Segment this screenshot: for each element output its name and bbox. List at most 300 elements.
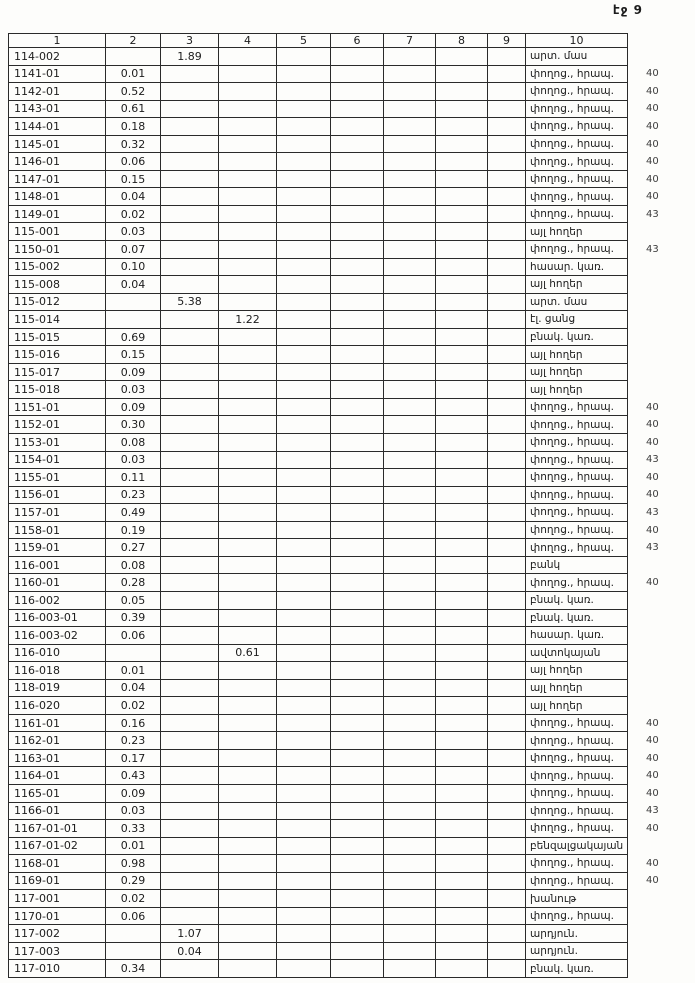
column-header-2: 2 [106,34,161,48]
cell-description: բնակ. կառ. [526,591,628,609]
header-row [9,34,690,48]
margin-note: 40 [646,524,659,536]
cell-description: փողոց., հրապ. [526,170,628,188]
margin-note [628,662,690,680]
cell-area-4 [219,714,277,732]
cell-description: փողոց., հրապ. [526,504,628,522]
cell-empty-7 [384,802,436,820]
cell-empty-8 [436,767,488,785]
cell-area-2: 0.08 [106,434,161,452]
margin-note [628,591,690,609]
cell-empty-7 [384,118,436,136]
cell-area-3 [161,153,219,171]
table-row [9,328,690,346]
cell-empty-6 [331,960,384,978]
cell-area-3 [161,205,219,223]
cell-empty-8 [436,732,488,750]
cell-empty-7 [384,732,436,750]
cell-area-4 [219,469,277,487]
cell-empty-5 [277,820,331,838]
cell-description: փողոց., հրապ. [526,749,628,767]
cell-area-2: 0.29 [106,872,161,890]
cell-empty-8 [436,241,488,259]
cell-empty-5 [277,749,331,767]
cell-area-2: 0.43 [106,767,161,785]
cell-description: փողոց., հրապ. [526,714,628,732]
cell-area-3 [161,890,219,908]
cell-empty-9 [488,679,526,697]
cell-code: 1144-01 [9,118,106,136]
cell-empty-7 [384,170,436,188]
cell-empty-8 [436,855,488,873]
cell-area-3: 1.89 [161,48,219,66]
cell-empty-9 [488,521,526,539]
cell-empty-9 [488,802,526,820]
cell-area-2 [106,925,161,943]
cell-description: փողոց., հրապ. [526,767,628,785]
cell-empty-6 [331,135,384,153]
margin-note: 40 [646,752,659,764]
margin-note [628,258,690,276]
cell-empty-8 [436,346,488,364]
cell-empty-7 [384,48,436,66]
cell-code: 1169-01 [9,872,106,890]
cell-description: այլ հողեր [526,276,628,294]
cell-empty-6 [331,504,384,522]
cell-empty-9 [488,223,526,241]
cell-empty-6 [331,223,384,241]
cell-empty-7 [384,907,436,925]
cell-empty-6 [331,416,384,434]
cell-description: փողոց., հրապ. [526,802,628,820]
cell-empty-7 [384,205,436,223]
column-header-7: 7 [384,34,436,48]
cell-code: 118-019 [9,679,106,697]
table-row [9,609,690,627]
table-row [9,83,690,101]
cell-area-2: 0.04 [106,679,161,697]
cell-area-3 [161,872,219,890]
cell-area-4 [219,574,277,592]
margin-note [628,907,690,925]
cell-empty-9 [488,153,526,171]
cell-area-3 [161,118,219,136]
cell-area-3 [161,609,219,627]
cell-area-4: 1.22 [219,311,277,329]
margin-note: 40 [646,68,659,80]
cell-empty-5 [277,65,331,83]
cell-code: 117-002 [9,925,106,943]
cell-area-4 [219,293,277,311]
cell-empty-9 [488,118,526,136]
cell-area-4 [219,118,277,136]
cell-area-4 [219,83,277,101]
cell-empty-5 [277,205,331,223]
cell-code: 116-018 [9,662,106,680]
cell-code: 1161-01 [9,714,106,732]
cell-empty-9 [488,170,526,188]
cell-empty-8 [436,381,488,399]
cell-area-3 [161,802,219,820]
cell-empty-5 [277,556,331,574]
cell-empty-6 [331,591,384,609]
cell-area-3 [161,363,219,381]
cell-area-3 [161,241,219,259]
cell-area-4 [219,767,277,785]
cell-code: 1163-01 [9,749,106,767]
cell-area-3 [161,697,219,715]
margin-note: 40 [646,875,659,887]
cell-empty-9 [488,925,526,943]
cell-empty-6 [331,837,384,855]
cell-description: արտ. մաս [526,293,628,311]
cell-empty-8 [436,469,488,487]
cell-area-2: 0.01 [106,662,161,680]
cell-empty-7 [384,591,436,609]
table-row [9,100,690,118]
cell-code: 115-017 [9,363,106,381]
cell-area-4 [219,784,277,802]
margin-note [628,890,690,908]
cell-empty-9 [488,83,526,101]
column-header-8: 8 [436,34,488,48]
table-row [9,574,690,592]
cell-empty-6 [331,100,384,118]
cell-area-4 [219,749,277,767]
cell-description: փողոց., հրապ. [526,416,628,434]
table-row [9,311,690,329]
cell-area-4 [219,627,277,645]
cell-empty-9 [488,907,526,925]
margin-note: 40 [646,489,659,501]
margin-note: 40 [646,138,659,150]
cell-empty-6 [331,83,384,101]
cell-area-2: 0.23 [106,486,161,504]
cell-area-4 [219,960,277,978]
margin-note: 40 [646,156,659,168]
margin-note: 40 [646,436,659,448]
margin-note [628,346,690,364]
cell-empty-5 [277,381,331,399]
column-header-3: 3 [161,34,219,48]
cell-empty-5 [277,258,331,276]
cell-empty-5 [277,574,331,592]
cell-area-2: 0.23 [106,732,161,750]
table-row [9,188,690,206]
cell-empty-6 [331,170,384,188]
cell-empty-7 [384,469,436,487]
cell-area-4 [219,451,277,469]
cell-area-3 [161,65,219,83]
table-row [9,381,690,399]
margin-note [628,697,690,715]
cell-empty-5 [277,363,331,381]
cell-empty-8 [436,83,488,101]
cell-empty-6 [331,820,384,838]
cell-empty-5 [277,469,331,487]
cell-area-3 [161,135,219,153]
cell-description: փողոց., հրապ. [526,486,628,504]
cell-empty-8 [436,784,488,802]
cell-empty-7 [384,609,436,627]
cell-empty-7 [384,241,436,259]
cell-area-2: 0.98 [106,855,161,873]
cell-area-2: 0.69 [106,328,161,346]
cell-empty-6 [331,556,384,574]
cell-empty-9 [488,960,526,978]
margin-note: 40 [646,822,659,834]
cell-area-3 [161,258,219,276]
cell-empty-6 [331,398,384,416]
table-row [9,627,690,645]
cell-empty-6 [331,714,384,732]
cell-empty-6 [331,784,384,802]
cell-empty-8 [436,539,488,557]
cell-area-4 [219,539,277,557]
cell-empty-5 [277,890,331,908]
cell-empty-8 [436,153,488,171]
table-row [9,539,690,557]
table-row [9,802,690,820]
cell-empty-5 [277,346,331,364]
cell-empty-5 [277,311,331,329]
cell-empty-7 [384,574,436,592]
column-header-5: 5 [277,34,331,48]
margin-note: 40 [646,173,659,185]
cell-area-4 [219,328,277,346]
cell-empty-5 [277,293,331,311]
cell-empty-8 [436,925,488,943]
cell-area-4 [219,925,277,943]
cell-empty-9 [488,398,526,416]
cell-empty-8 [436,188,488,206]
cell-area-4 [219,556,277,574]
cell-empty-8 [436,258,488,276]
cell-empty-8 [436,907,488,925]
table-row [9,258,690,276]
cell-empty-9 [488,328,526,346]
cell-empty-7 [384,328,436,346]
cell-code: 115-002 [9,258,106,276]
table-row [9,293,690,311]
cell-code: 1159-01 [9,539,106,557]
table-row [9,153,690,171]
cell-empty-8 [436,398,488,416]
cell-empty-8 [436,276,488,294]
cell-code: 1164-01 [9,767,106,785]
cell-area-3 [161,732,219,750]
cell-code: 1153-01 [9,434,106,452]
cell-empty-7 [384,346,436,364]
cell-empty-9 [488,749,526,767]
cell-empty-9 [488,539,526,557]
margin-note: 40 [646,471,659,483]
cell-empty-9 [488,767,526,785]
cell-empty-5 [277,83,331,101]
cell-empty-6 [331,346,384,364]
cell-area-3 [161,504,219,522]
cell-empty-8 [436,662,488,680]
margin-note [628,837,690,855]
cell-area-2: 0.02 [106,205,161,223]
cell-empty-8 [436,521,488,539]
cell-area-3 [161,627,219,645]
cell-area-2: 0.03 [106,802,161,820]
cell-area-4 [219,276,277,294]
cell-empty-7 [384,820,436,838]
cell-code: 1155-01 [9,469,106,487]
cell-area-4 [219,890,277,908]
cell-description: խանութ [526,890,628,908]
cell-empty-8 [436,434,488,452]
margin-note: 40 [646,419,659,431]
cell-empty-5 [277,662,331,680]
cell-empty-7 [384,398,436,416]
cell-empty-7 [384,644,436,662]
margin-note [628,960,690,978]
cell-description: փողոց., հրապ. [526,205,628,223]
cell-empty-6 [331,118,384,136]
cell-area-3: 1.07 [161,925,219,943]
table-row [9,784,690,802]
table-row [9,48,690,66]
cell-area-2 [106,942,161,960]
cell-description: փողոց., հրապ. [526,855,628,873]
margin-note: 43 [646,243,659,255]
margin-note: 40 [646,735,659,747]
cell-area-2: 0.06 [106,627,161,645]
cell-area-4 [219,504,277,522]
cell-empty-5 [277,486,331,504]
cell-description: այլ հողեր [526,662,628,680]
cell-description: փողոց., հրապ. [526,574,628,592]
cell-empty-9 [488,662,526,680]
cell-area-2 [106,311,161,329]
cell-empty-8 [436,486,488,504]
cell-empty-5 [277,767,331,785]
cell-empty-9 [488,100,526,118]
margin-note: 40 [646,577,659,589]
margin-note [628,328,690,346]
cell-empty-6 [331,153,384,171]
cell-area-3 [161,434,219,452]
cell-empty-5 [277,539,331,557]
cell-empty-5 [277,118,331,136]
cell-empty-9 [488,65,526,83]
cell-area-4 [219,872,277,890]
cell-description: փողոց., հրապ. [526,907,628,925]
cell-area-2: 0.52 [106,83,161,101]
cell-empty-5 [277,451,331,469]
cell-code: 1162-01 [9,732,106,750]
cell-empty-6 [331,802,384,820]
cell-code: 1145-01 [9,135,106,153]
cell-area-2: 0.05 [106,591,161,609]
cell-area-3 [161,83,219,101]
cell-area-2: 0.16 [106,714,161,732]
margin-note [628,556,690,574]
table-row [9,135,690,153]
cell-empty-9 [488,942,526,960]
table-row [9,837,690,855]
cell-description: փողոց., հրապ. [526,539,628,557]
cell-code: 1156-01 [9,486,106,504]
cell-empty-7 [384,697,436,715]
cell-area-3 [161,574,219,592]
cell-description: բնակ. կառ. [526,609,628,627]
cell-empty-7 [384,679,436,697]
table-row [9,697,690,715]
cell-area-2: 0.17 [106,749,161,767]
cell-area-3 [161,784,219,802]
cell-empty-5 [277,416,331,434]
cell-empty-6 [331,486,384,504]
cell-empty-6 [331,942,384,960]
cell-area-3 [161,591,219,609]
cell-code: 116-003-02 [9,627,106,645]
cell-area-2 [106,48,161,66]
cell-empty-8 [436,416,488,434]
cell-empty-8 [436,48,488,66]
cell-empty-5 [277,679,331,697]
cell-empty-6 [331,855,384,873]
cell-empty-5 [277,784,331,802]
cell-code: 115-001 [9,223,106,241]
cell-description: բենզալցակայան [526,837,628,855]
table-row [9,276,690,294]
cell-area-2: 0.39 [106,609,161,627]
cell-empty-5 [277,48,331,66]
margin-note: 40 [646,787,659,799]
cell-description: այլ հողեր [526,363,628,381]
cell-empty-9 [488,820,526,838]
cell-code: 1150-01 [9,241,106,259]
table-row [9,346,690,364]
cell-area-2: 0.09 [106,784,161,802]
cell-code: 117-010 [9,960,106,978]
table-row [9,170,690,188]
cell-empty-5 [277,714,331,732]
cell-empty-6 [331,65,384,83]
cell-description: փողոց., հրապ. [526,241,628,259]
cell-code: 1166-01 [9,802,106,820]
cell-empty-6 [331,293,384,311]
cell-empty-8 [436,328,488,346]
cell-empty-8 [436,714,488,732]
cell-code: 115-008 [9,276,106,294]
margin-note [628,679,690,697]
cell-area-3 [161,188,219,206]
cell-area-4 [219,662,277,680]
table-row [9,556,690,574]
cell-area-2: 0.03 [106,381,161,399]
cell-empty-5 [277,855,331,873]
margin-note: 40 [646,120,659,132]
cell-empty-5 [277,591,331,609]
cell-code: 1167-01-01 [9,820,106,838]
cell-empty-6 [331,311,384,329]
cell-area-4 [219,346,277,364]
cell-empty-5 [277,434,331,452]
cell-area-4 [219,363,277,381]
cell-code: 1165-01 [9,784,106,802]
cell-empty-5 [277,627,331,645]
table-row [9,679,690,697]
cell-description: ավտոկայան [526,644,628,662]
cell-area-4 [219,153,277,171]
cell-empty-8 [436,135,488,153]
cell-empty-5 [277,942,331,960]
